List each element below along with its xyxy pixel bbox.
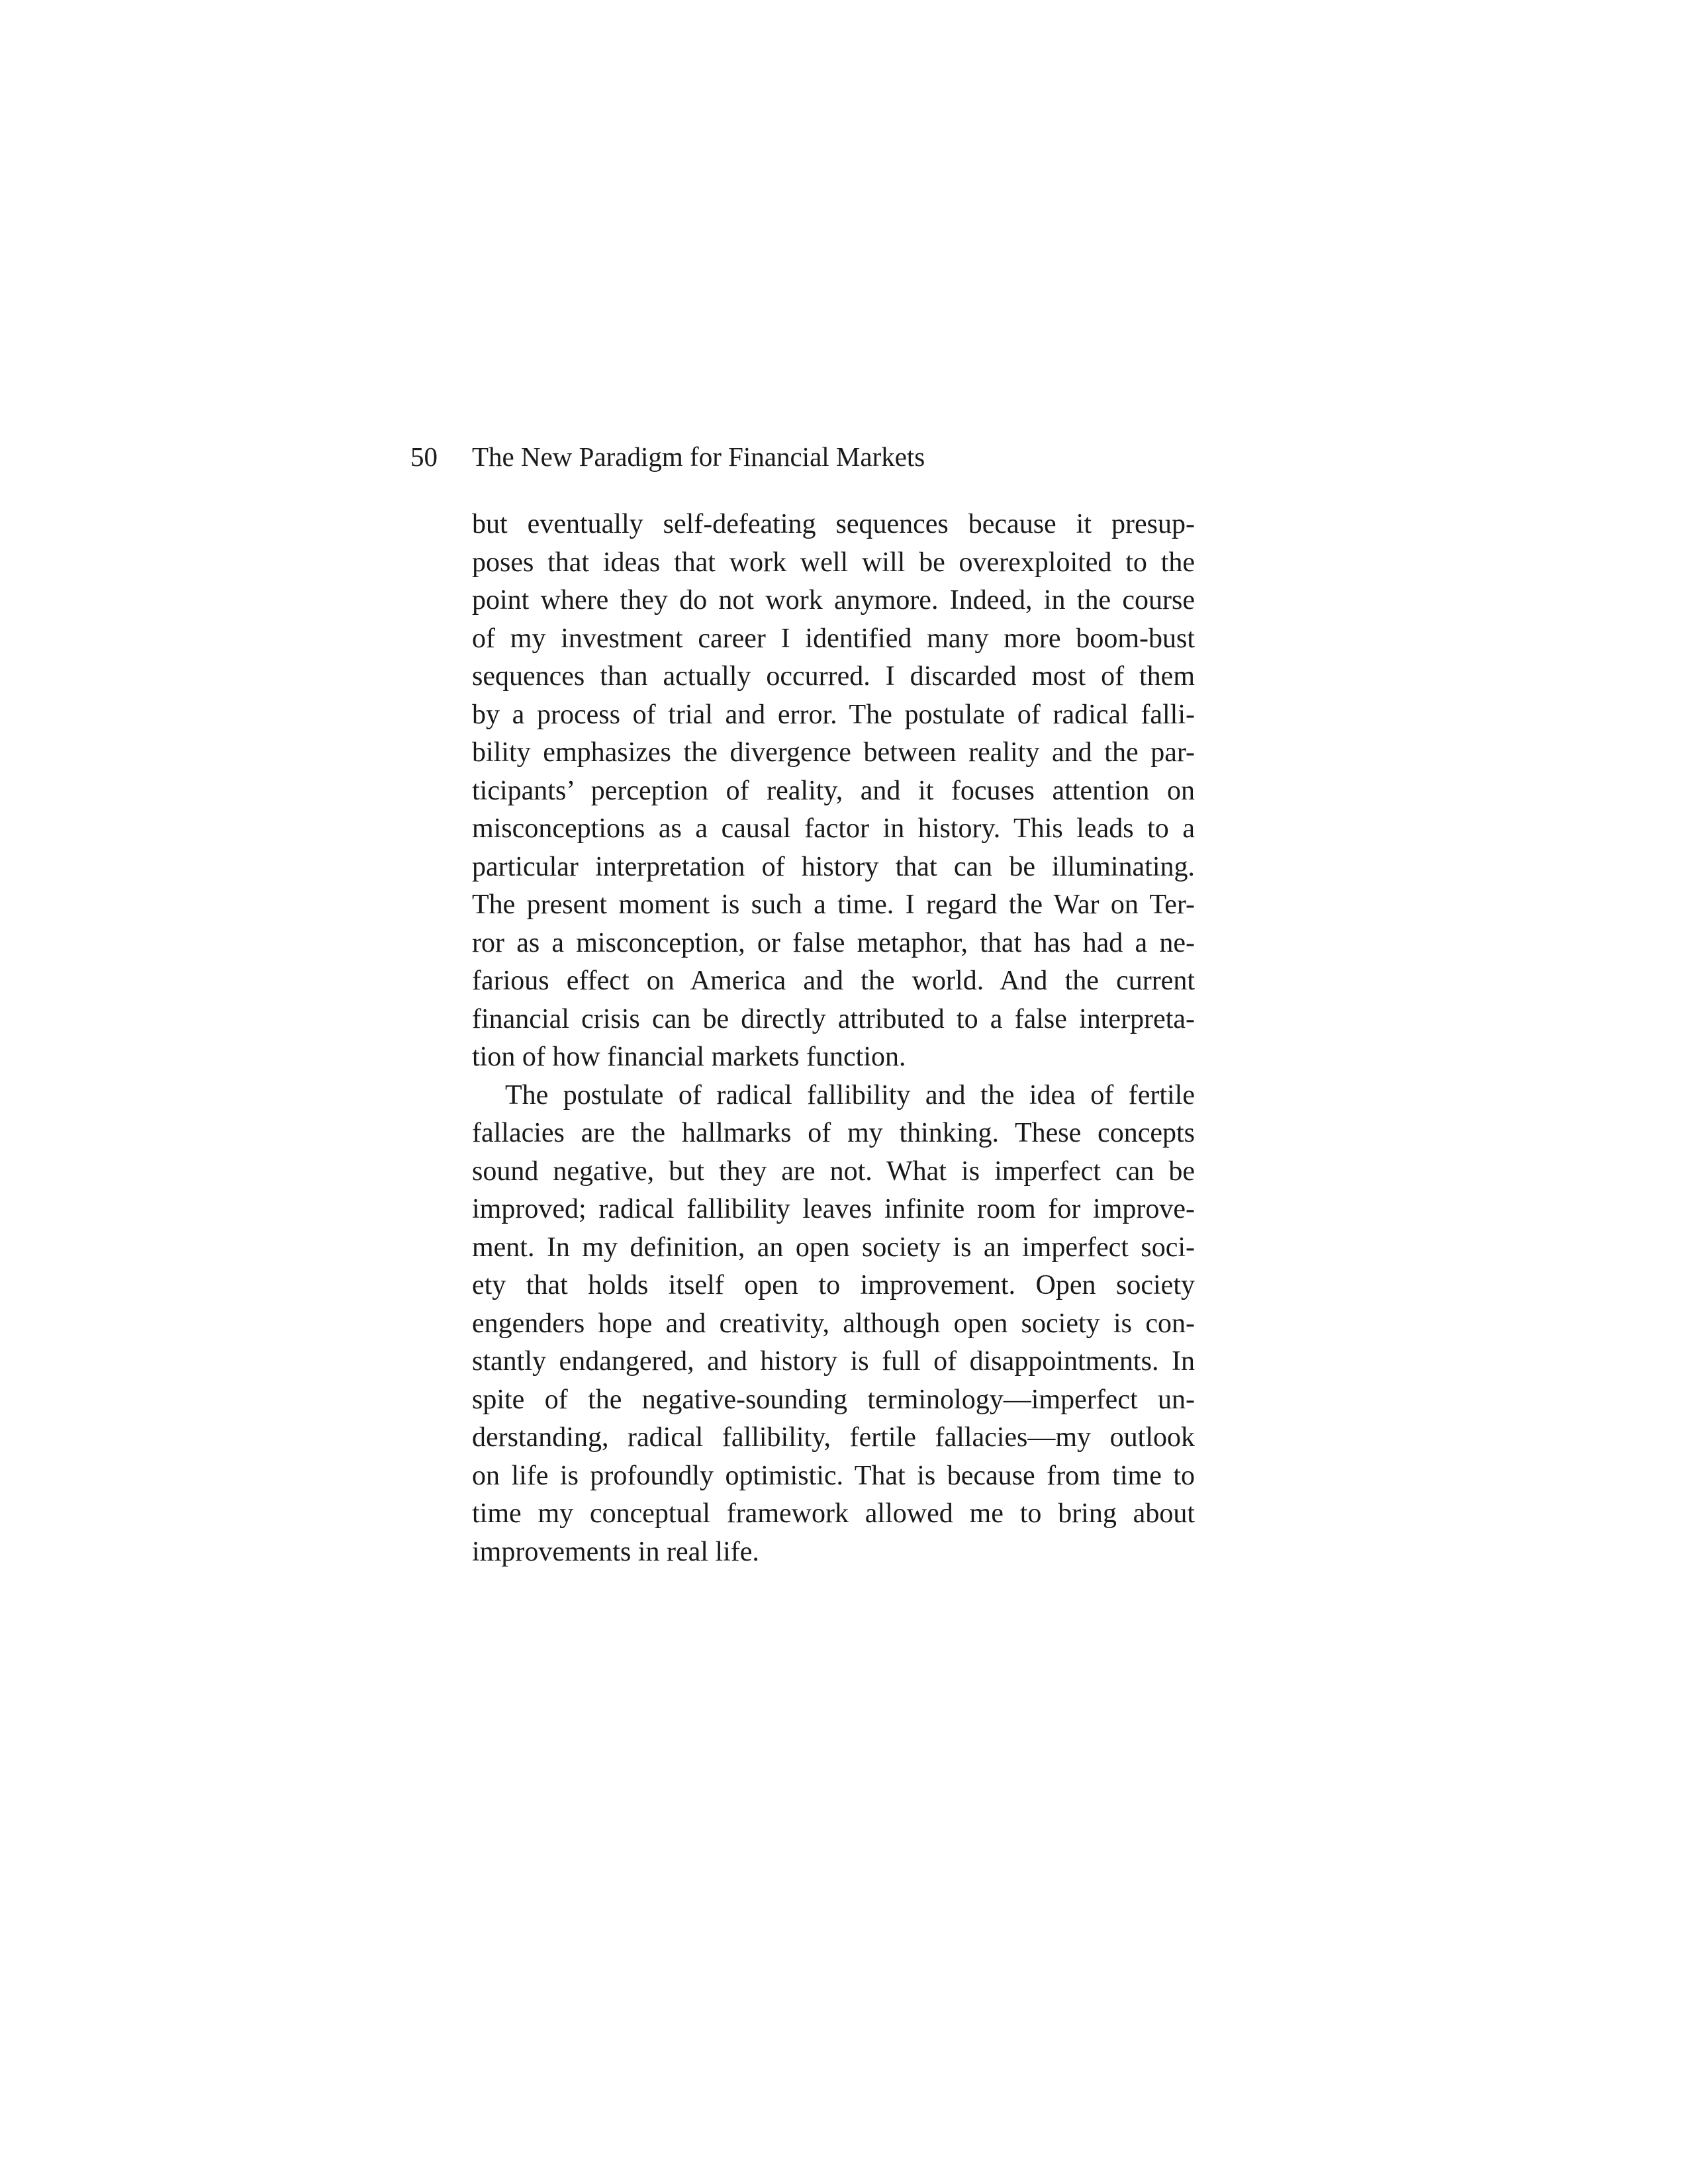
text-line: ticipants’ perception of reality, and it focuses attention on — [472, 775, 1195, 806]
text-line: farious effect on America and the world. And the current — [472, 966, 1195, 996]
paragraph-1 — [472, 506, 1195, 1077]
text-line: sound negative, but they are not. What is imperfect can be — [472, 1156, 1195, 1187]
text-line: point where they do not work anymore. Indeed, in the course — [472, 585, 1195, 615]
text-line: fallacies are the hallmarks of my thinking. These concepts — [472, 1118, 1195, 1148]
text-line: improved; radical fallibility leaves infinite room for improve- — [472, 1194, 1195, 1224]
text-line: improvements in real life. — [472, 1536, 759, 1567]
text-line: misconceptions as a causal factor in history. This leads to a — [472, 813, 1195, 844]
text-line: stantly endangered, and history is full of disappointments. In — [472, 1346, 1195, 1377]
text-line: spite of the negative-sounding terminology—imperfect un- — [472, 1384, 1195, 1415]
text-line: The present moment is such a time. I regard the War on Ter- — [472, 889, 1195, 920]
text-line: by a process of trial and error. The postulate of radical falli- — [472, 699, 1195, 730]
page-number: 50 — [410, 441, 438, 472]
text-line: time my conceptual framework allowed me to bring about — [472, 1498, 1195, 1529]
text-line: ment. In my definition, an open society is an imperfect soci- — [472, 1232, 1195, 1263]
text-line: poses that ideas that work well will be overexploited to the — [472, 547, 1195, 578]
body-text — [472, 506, 1195, 1571]
running-head — [410, 430, 1205, 483]
text-line: ror as a misconception, or false metaphor, that has had a ne- — [472, 927, 1195, 958]
text-line: engenders hope and creativity, although open society is con- — [472, 1308, 1195, 1339]
text-line: sequences than actually occurred. I discarded most of them — [472, 661, 1195, 692]
book-title: The New Paradigm for Financial Markets — [472, 441, 925, 472]
text-line: on life is profoundly optimistic. That is because from time to — [472, 1460, 1195, 1491]
text-line: The postulate of radical fallibility and the idea of fertile — [505, 1079, 1195, 1111]
text-line: ety that holds itself open to improvement. Open society — [472, 1270, 1195, 1300]
paragraph-2 — [472, 1077, 1195, 1572]
text-line: derstanding, radical fallibility, fertile fallacies—my outlook — [472, 1422, 1195, 1453]
text-line: particular interpretation of history that can be illuminating. — [472, 851, 1195, 882]
text-line: but eventually self-defeating sequences because it presup- — [472, 509, 1195, 539]
text-line: of my investment career I identified many more boom-bust — [472, 623, 1195, 654]
text-line: tion of how financial markets function. — [472, 1042, 906, 1072]
text-line: financial crisis can be directly attributed to a false interpreta- — [472, 1003, 1195, 1034]
text-line: bility emphasizes the divergence between reality and the par- — [472, 737, 1195, 768]
